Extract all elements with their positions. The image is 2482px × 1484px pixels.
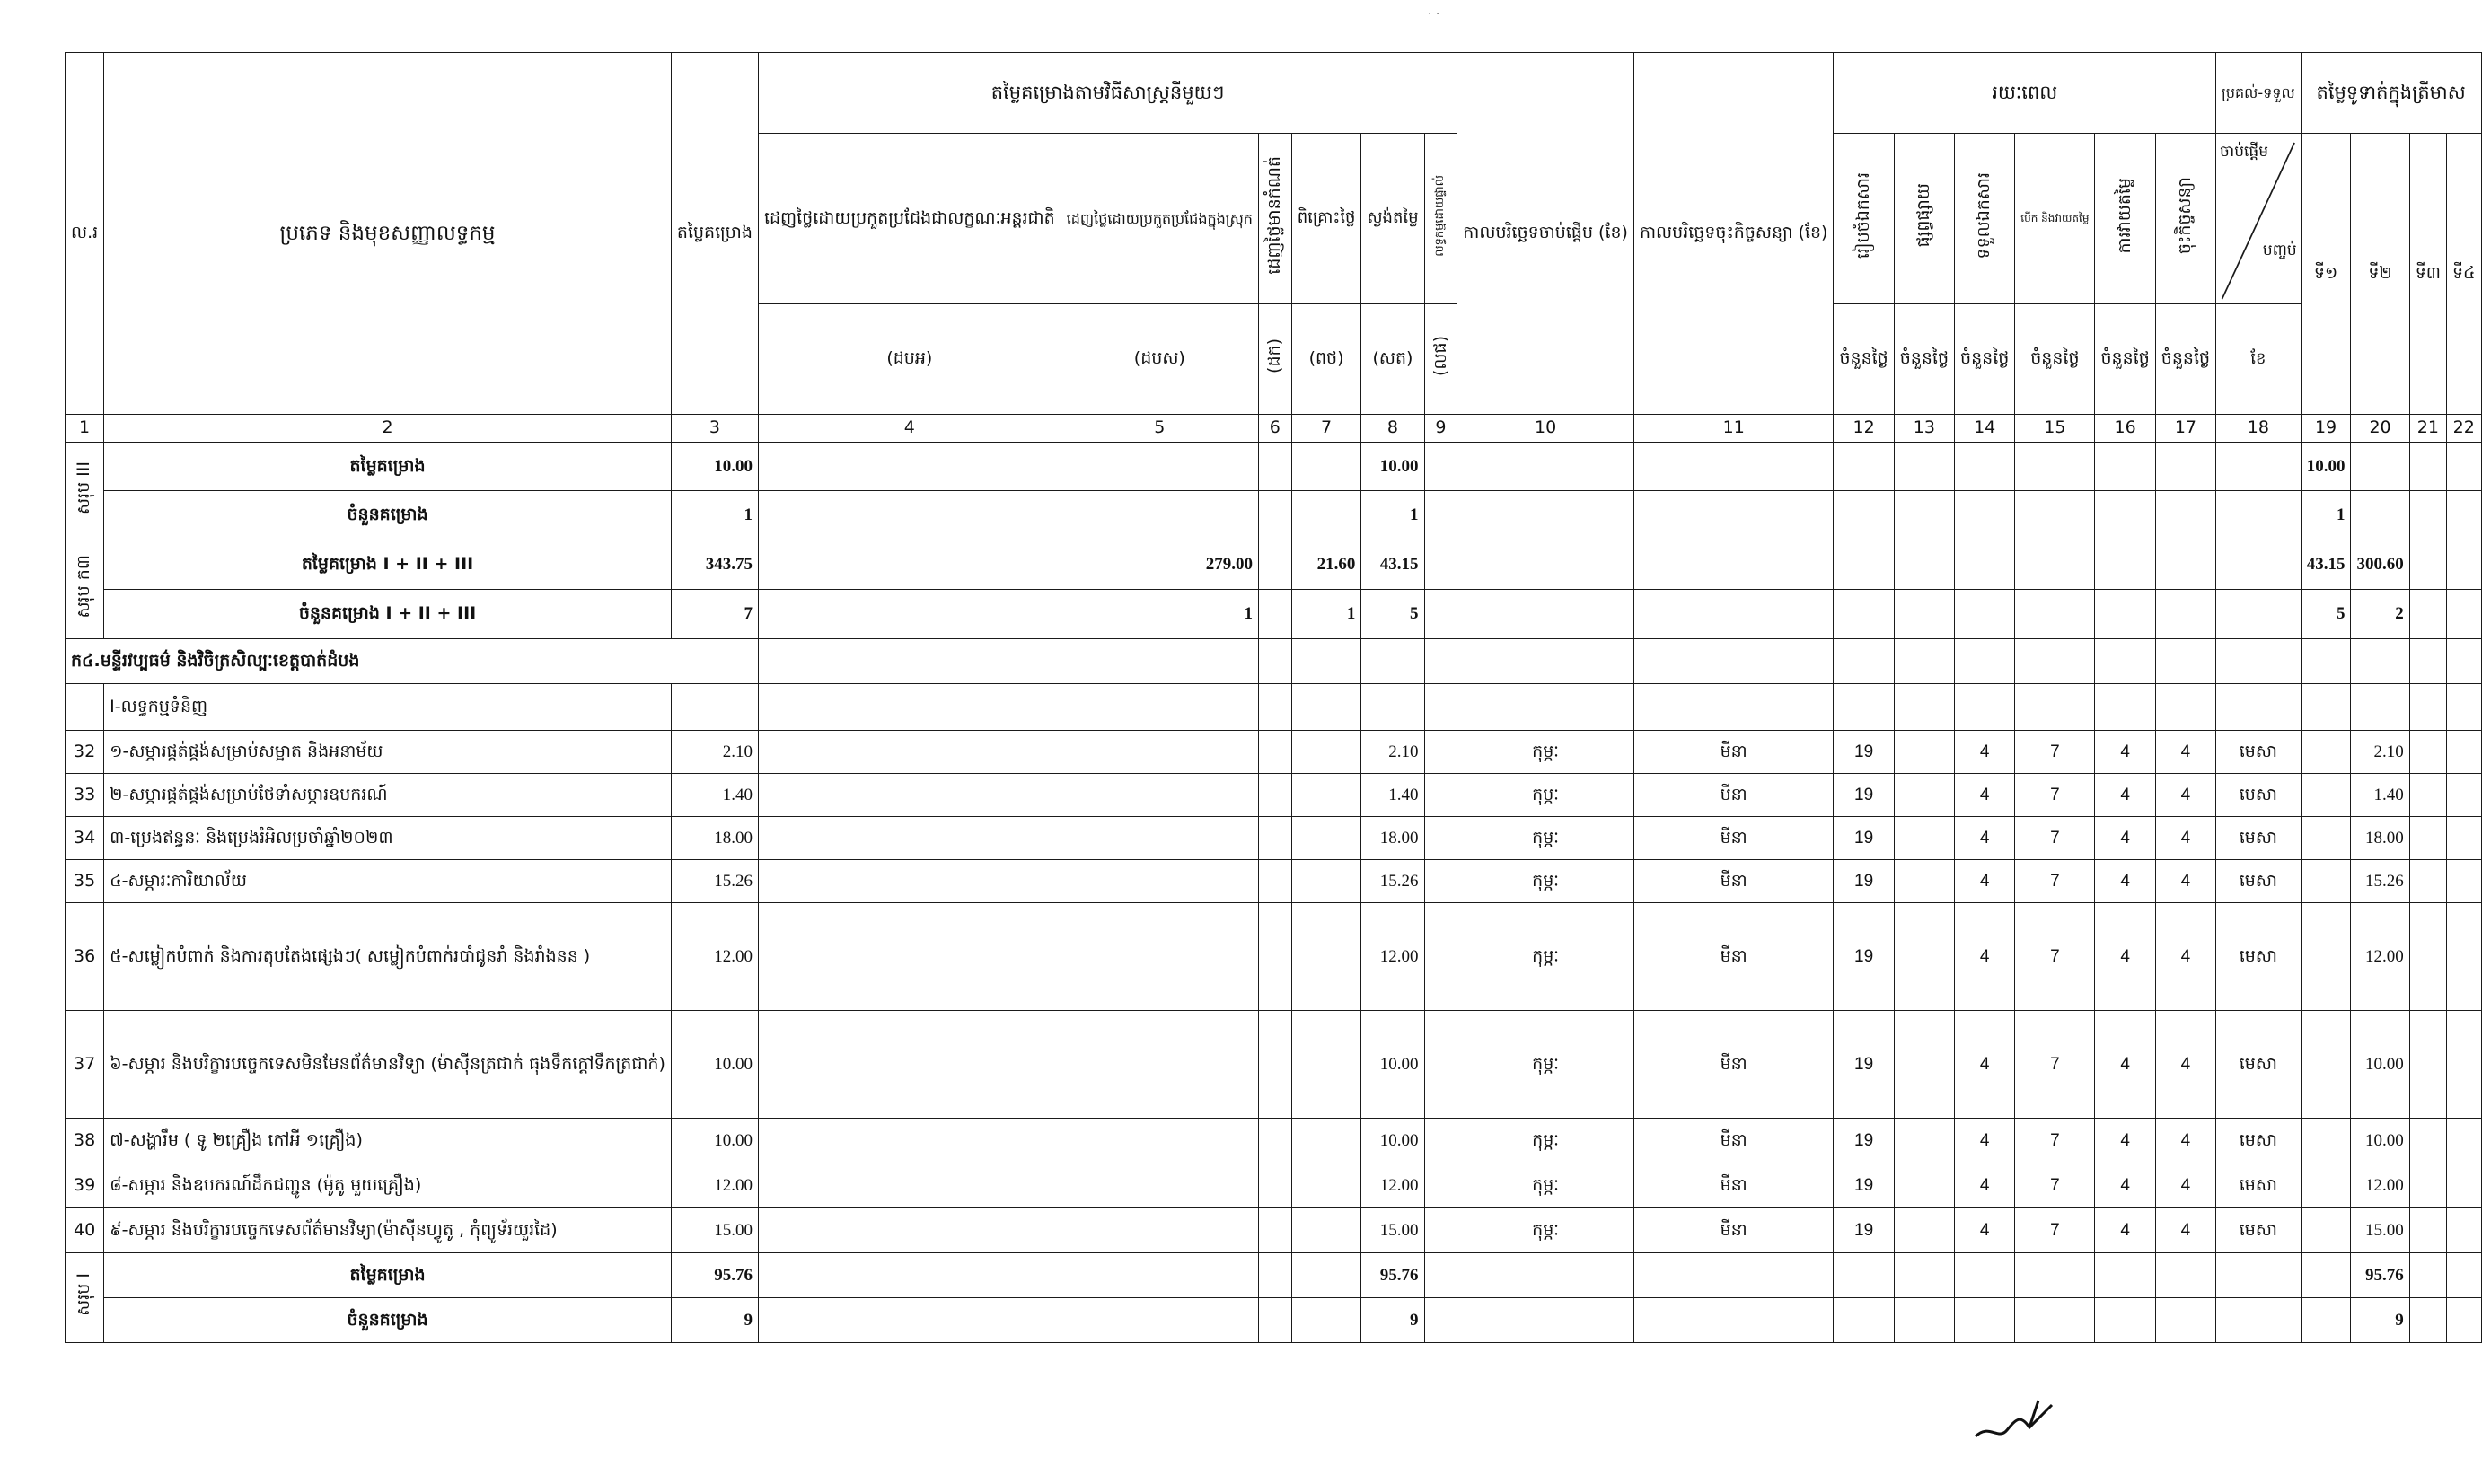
header-contract-period: កាលបរិច្ឆេទចុះកិច្ចសន្យា (ខែ)	[1633, 53, 1833, 415]
item-days-receive: 4	[1955, 731, 2015, 774]
section-title: ក៤.មន្ទីរវប្បធម៌ និងវិចិត្រសិល្បៈខេត្តបាត់ដំបង	[66, 639, 759, 684]
item-name: ២-សម្ភារផ្គត់ផ្គង់សម្រាប់ថែទាំសម្ភារឧបករណ៍	[104, 774, 672, 817]
total-k3-count: 7	[671, 590, 758, 639]
header-type-name: ប្រភេទ និងមុខសញ្ញាលទ្ធកម្ម	[104, 53, 672, 415]
col-number: 9	[1424, 415, 1457, 443]
item-days-evaluate: 4	[2095, 1163, 2155, 1208]
item-days-publish	[1894, 1011, 1954, 1119]
item-name: ៦-សម្ភារ និងបរិក្ខារបច្ចេកទេសមិនមែនព័ត៌មានវិទ្យា (ម៉ាស៊ីនត្រជាក់ ធុងទឹកក្តៅទឹកត្រជាក់)	[104, 1011, 672, 1119]
total-k3-estimate-label: តម្លៃគម្រោង I + II + III	[104, 540, 672, 590]
col-number: 14	[1955, 415, 2015, 443]
item-no: 36	[66, 903, 104, 1011]
item-start-month: កុម្ភៈ	[1457, 1208, 1634, 1253]
item-days-prepare: 19	[1834, 774, 1894, 817]
item-days-open: 7	[2015, 1011, 2095, 1119]
item-days-receive: 4	[1955, 903, 2015, 1011]
item-start-month: កុម្ភៈ	[1457, 817, 1634, 860]
item-start-month: កុម្ភៈ	[1457, 774, 1634, 817]
subtotal-i-count-label: ចំនួនគម្រោង	[104, 1298, 672, 1343]
item-sk: 1.40	[1361, 774, 1424, 817]
subtotal-iii-count-label: ចំនួនគម្រោង	[104, 491, 672, 540]
table-row	[66, 817, 2482, 860]
col-number: 13	[1894, 415, 1954, 443]
item-days-receive: 4	[1955, 774, 2015, 817]
table-row	[66, 860, 2482, 903]
item-days-publish	[1894, 1163, 1954, 1208]
item-days-receive: 4	[1955, 1208, 2015, 1253]
item-days-open: 7	[2015, 860, 2095, 903]
item-estimate: 12.00	[671, 903, 758, 1011]
total-k3-sk: 43.15	[1361, 540, 1424, 590]
item-days-contract: 4	[2155, 817, 2215, 860]
item-no: 34	[66, 817, 104, 860]
item-receive-month: មេសា	[2216, 817, 2302, 860]
subtotal-i-sk-count: 9	[1361, 1298, 1424, 1343]
item-days-contract: 4	[2155, 1011, 2215, 1119]
item-days-publish	[1894, 903, 1954, 1011]
unit-dba: (ដបអ)	[758, 304, 1061, 415]
item-q2: 12.00	[2351, 903, 2409, 1011]
col-number: 12	[1834, 415, 1894, 443]
subtotal-i-estimate-label: តម្លៃគម្រោង	[104, 1253, 672, 1298]
item-days-contract: 4	[2155, 731, 2215, 774]
item-estimate: 1.40	[671, 774, 758, 817]
item-days-receive: 4	[1955, 1163, 2015, 1208]
col-number: 1	[66, 415, 104, 443]
item-name: ៤-សម្ភារៈការិយាល័យ	[104, 860, 672, 903]
subtotal-iii-estimate-label: តម្លៃគម្រោង	[104, 443, 672, 491]
item-name: ៥-សម្លៀកបំពាក់ និងការតុបតែងផ្សេងៗ( សម្លៀកបំពាក់របាំជូនរាំ និងរាំងនន )	[104, 903, 672, 1011]
total-k3-q1-count: 5	[2301, 590, 2351, 639]
item-contract-month: មីនា	[1633, 1163, 1833, 1208]
item-days-publish	[1894, 1208, 1954, 1253]
total-k3-label: សរុប ក៣	[66, 540, 104, 639]
item-receive-month: មេសា	[2216, 1011, 2302, 1119]
item-q2: 12.00	[2351, 1163, 2409, 1208]
item-receive-month: មេសា	[2216, 731, 2302, 774]
item-receive-month: មេសា	[2216, 860, 2302, 903]
subtotal-iii-estimate-row	[66, 443, 2482, 491]
item-start-month: កុម្ភៈ	[1457, 731, 1634, 774]
col-number: 17	[2155, 415, 2215, 443]
subtotal-iii-estimate: 10.00	[671, 443, 758, 491]
unit-days-1: ចំនួនថ្ងៃ	[1834, 304, 1894, 415]
item-sk: 15.00	[1361, 1208, 1424, 1253]
item-no: 40	[66, 1208, 104, 1253]
header-duration-d3: ទទួលឯកសារ	[1955, 134, 2015, 304]
item-contract-month: មីនា	[1633, 860, 1833, 903]
item-days-contract: 4	[2155, 774, 2215, 817]
col-number: 5	[1061, 415, 1258, 443]
item-estimate: 10.00	[671, 1119, 758, 1163]
item-days-evaluate: 4	[2095, 1208, 2155, 1253]
item-start-month: កុម្ភៈ	[1457, 903, 1634, 1011]
item-q2: 2.10	[2351, 731, 2409, 774]
header-q3: ទី៣	[2409, 134, 2446, 415]
unit-dbs: (ដបស)	[1061, 304, 1258, 415]
item-days-receive: 4	[1955, 817, 2015, 860]
col-number: 22	[2446, 415, 2481, 443]
table-row	[66, 731, 2482, 774]
item-sk: 12.00	[1361, 1163, 1424, 1208]
header-duration-d1: រៀបចំឯកសារ	[1834, 134, 1894, 304]
item-days-evaluate: 4	[2095, 731, 2155, 774]
header-method-sk: ស្វង់តម្លៃ	[1361, 134, 1424, 304]
table-row	[66, 1208, 2482, 1253]
col-number: 4	[758, 415, 1061, 443]
unit-days-2: ចំនួនថ្ងៃ	[1894, 304, 1954, 415]
item-rows	[66, 731, 2482, 1253]
item-name: ៣-ប្រេងឥន្ធនៈ និងប្រេងរំអិលប្រចាំឆ្នាំ២០២៣	[104, 817, 672, 860]
item-days-evaluate: 4	[2095, 817, 2155, 860]
item-estimate: 12.00	[671, 1163, 758, 1208]
item-days-prepare: 19	[1834, 903, 1894, 1011]
col-number: 20	[2351, 415, 2409, 443]
item-days-open: 7	[2015, 1163, 2095, 1208]
item-sk: 18.00	[1361, 817, 1424, 860]
item-days-open: 7	[2015, 1119, 2095, 1163]
subtotal-iii-q1: 10.00	[2301, 443, 2351, 491]
item-days-contract: 4	[2155, 1208, 2215, 1253]
item-no: 35	[66, 860, 104, 903]
subtotal-iii-label: សរុប III	[66, 443, 104, 540]
unit-days-4: ចំនួនថ្ងៃ	[2015, 304, 2095, 415]
item-start-month: កុម្ភៈ	[1457, 1119, 1634, 1163]
subtotal-iii-sk-count: 1	[1361, 491, 1424, 540]
col-number: 19	[2301, 415, 2351, 443]
col-number: 15	[2015, 415, 2095, 443]
item-receive-month: មេសា	[2216, 1163, 2302, 1208]
total-k3-count-row	[66, 590, 2482, 639]
header-q4: ទី៤	[2446, 134, 2481, 415]
item-receive-month: មេសា	[2216, 1208, 2302, 1253]
item-days-publish	[1894, 731, 1954, 774]
item-days-contract: 4	[2155, 903, 2215, 1011]
item-sk: 10.00	[1361, 1011, 1424, 1119]
item-days-prepare: 19	[1834, 1208, 1894, 1253]
unit-days-3: ចំនួនថ្ងៃ	[1955, 304, 2015, 415]
header-method-dba: ដេញថ្លៃដោយប្រកួតប្រជែងជាលក្ខណៈអន្តរជាតិ	[758, 134, 1061, 304]
item-receive-month: មេសា	[2216, 774, 2302, 817]
table-row	[66, 774, 2482, 817]
subtotal-i-q2: 95.76	[2351, 1253, 2409, 1298]
item-days-publish	[1894, 860, 1954, 903]
item-days-prepare: 19	[1834, 1011, 1894, 1119]
item-start-month: កុម្ភៈ	[1457, 1011, 1634, 1119]
corner-mark: · ·	[1428, 7, 1440, 22]
table-row	[66, 1119, 2482, 1163]
subtotal-i-q2-count: 9	[2351, 1298, 2409, 1343]
total-k3-count-label: ចំនួនគម្រោង I + II + III	[104, 590, 672, 639]
total-k3-q2-count: 2	[2351, 590, 2409, 639]
item-estimate: 10.00	[671, 1011, 758, 1119]
col-number: 6	[1258, 415, 1291, 443]
item-contract-month: មីនា	[1633, 731, 1833, 774]
subtotal-i-sk: 95.76	[1361, 1253, 1424, 1298]
header-no: ល.រ	[66, 53, 104, 415]
item-days-open: 7	[2015, 817, 2095, 860]
col-number: 3	[671, 415, 758, 443]
item-estimate: 18.00	[671, 817, 758, 860]
total-k3-pch-count: 1	[1291, 590, 1361, 639]
table-row	[66, 1011, 2482, 1119]
item-contract-month: មីនា	[1633, 1119, 1833, 1163]
item-days-prepare: 19	[1834, 860, 1894, 903]
item-days-prepare: 19	[1834, 1163, 1894, 1208]
header-by-method: តម្លៃគម្រោងតាមវិធីសាស្ត្រនីមួយៗ	[758, 53, 1457, 134]
subtotal-i-count-row	[66, 1298, 2482, 1343]
item-contract-month: មីនា	[1633, 817, 1833, 860]
header-duration-d2: ផ្សព្វផ្សាយ	[1894, 134, 1954, 304]
item-days-evaluate: 4	[2095, 1011, 2155, 1119]
item-days-publish	[1894, 817, 1954, 860]
item-days-evaluate: 4	[2095, 1119, 2155, 1163]
unit-lp: (លផ)	[1424, 304, 1457, 415]
item-receive-month: មេសា	[2216, 903, 2302, 1011]
unit-month: ខែ	[2216, 304, 2302, 415]
header-duration-d6: ចុះកិច្ចសន្យា	[2155, 134, 2215, 304]
item-days-contract: 4	[2155, 1163, 2215, 1208]
procurement-plan-sheet	[65, 52, 2482, 1343]
item-days-receive: 4	[1955, 1011, 2015, 1119]
item-no: 37	[66, 1011, 104, 1119]
item-estimate: 15.26	[671, 860, 758, 903]
item-q2: 10.00	[2351, 1119, 2409, 1163]
header-duration-d5: ការវាយតម្លៃ	[2095, 134, 2155, 304]
item-q2: 18.00	[2351, 817, 2409, 860]
total-k3-q1: 43.15	[2301, 540, 2351, 590]
item-no: 39	[66, 1163, 104, 1208]
item-days-open: 7	[2015, 774, 2095, 817]
item-days-contract: 4	[2155, 860, 2215, 903]
header-receive-start: ចាប់ផ្តើម	[2220, 143, 2269, 161]
unit-sk: (សត)	[1361, 304, 1424, 415]
table-row	[66, 903, 2482, 1011]
item-sk: 12.00	[1361, 903, 1424, 1011]
total-k3-estimate: 343.75	[671, 540, 758, 590]
header-duration: រយៈពេល	[1834, 53, 2216, 134]
total-k3-dbs: 279.00	[1061, 540, 1258, 590]
header-method-pch: ពិគ្រោះថ្លៃ	[1291, 134, 1361, 304]
header-q2: ទី២	[2351, 134, 2409, 415]
item-days-publish	[1894, 1119, 1954, 1163]
header-receive-split	[2216, 134, 2302, 304]
subtotal-i-estimate: 95.76	[671, 1253, 758, 1298]
total-k3-dbs-count: 1	[1061, 590, 1258, 639]
col-number: 10	[1457, 415, 1634, 443]
unit-pch: (ពថ)	[1291, 304, 1361, 415]
procurement-table	[65, 52, 2482, 1343]
item-days-receive: 4	[1955, 1119, 2015, 1163]
item-days-prepare: 19	[1834, 1119, 1894, 1163]
col-number: 18	[2216, 415, 2302, 443]
column-number-row	[66, 415, 2482, 443]
subtotal-iii-sk: 10.00	[1361, 443, 1424, 491]
item-days-contract: 4	[2155, 1119, 2215, 1163]
item-q2: 15.00	[2351, 1208, 2409, 1253]
item-days-evaluate: 4	[2095, 774, 2155, 817]
table-row	[66, 1163, 2482, 1208]
item-name: ៩-សម្ភារ និងបរិក្ខារបច្ចេកទេសព័ត៌មានវិទ្យា(ម៉ាស៊ីនហ្វូតូ , កុំព្យូទ័រយួរដៃ)	[104, 1208, 672, 1253]
col-number: 7	[1291, 415, 1361, 443]
header-pay-quarter: តម្លៃទូទាត់ក្នុងត្រីមាស	[2301, 53, 2481, 134]
col-number: 8	[1361, 415, 1424, 443]
header-method-lp: លទ្ធកម្មដោយផ្ទាល់	[1424, 134, 1457, 304]
item-q2: 15.26	[2351, 860, 2409, 903]
item-start-month: កុម្ភៈ	[1457, 860, 1634, 903]
unit-days-6: ចំនួនថ្ងៃ	[2155, 304, 2215, 415]
item-q2: 1.40	[2351, 774, 2409, 817]
item-contract-month: មីនា	[1633, 1208, 1833, 1253]
col-number: 11	[1633, 415, 1833, 443]
total-k3-sk-count: 5	[1361, 590, 1424, 639]
item-estimate: 2.10	[671, 731, 758, 774]
header-q1: ទី១	[2301, 134, 2351, 415]
col-number: 21	[2409, 415, 2446, 443]
total-k3-pch: 21.60	[1291, 540, 1361, 590]
header-method-dbs: ដេញថ្លៃដោយប្រកួតប្រជែងក្នុងស្រុក	[1061, 134, 1258, 304]
item-days-evaluate: 4	[2095, 860, 2155, 903]
col-number: 16	[2095, 415, 2155, 443]
section-title-row	[66, 639, 2482, 684]
subtotal-i-estimate-row	[66, 1253, 2482, 1298]
total-k3-q2: 300.60	[2351, 540, 2409, 590]
subtotal-iii-count: 1	[671, 491, 758, 540]
signature-mark	[1967, 1387, 2065, 1450]
item-start-month: កុម្ភៈ	[1457, 1163, 1634, 1208]
item-days-prepare: 19	[1834, 817, 1894, 860]
item-contract-month: មីនា	[1633, 903, 1833, 1011]
item-days-open: 7	[2015, 731, 2095, 774]
item-days-open: 7	[2015, 903, 2095, 1011]
item-no: 32	[66, 731, 104, 774]
item-q2: 10.00	[2351, 1011, 2409, 1119]
total-k3-estimate-row	[66, 540, 2482, 590]
item-name: ៨-សម្ភារ និងឧបករណ៍ដឹកជញ្ជូន (ម៉ូតូ មួយគ្រឿង)	[104, 1163, 672, 1208]
header-start-period: កាលបរិច្ឆេទចាប់ផ្តើម (ខែ)	[1457, 53, 1634, 415]
header-receive-end: បញ្ចប់	[2262, 241, 2297, 259]
item-receive-month: មេសា	[2216, 1119, 2302, 1163]
item-days-evaluate: 4	[2095, 903, 2155, 1011]
item-sk: 10.00	[1361, 1119, 1424, 1163]
item-contract-month: មីនា	[1633, 1011, 1833, 1119]
item-sk: 15.26	[1361, 860, 1424, 903]
subtotal-i-count: 9	[671, 1298, 758, 1343]
subtotal-iii-count-row	[66, 491, 2482, 540]
item-estimate: 15.00	[671, 1208, 758, 1253]
unit-dk: (ដក)	[1258, 304, 1291, 415]
header-receive: ប្រគល់-ទទួល	[2216, 53, 2302, 134]
subsection-title: I-លទ្ធកម្មទំនិញ	[104, 684, 672, 731]
item-days-prepare: 19	[1834, 731, 1894, 774]
item-days-receive: 4	[1955, 860, 2015, 903]
header-estimate: តម្លៃគម្រោង	[671, 53, 758, 415]
item-contract-month: មីនា	[1633, 774, 1833, 817]
item-name: ១-សម្ភារផ្គត់ផ្គង់សម្រាប់សម្អាត និងអនាម័យ	[104, 731, 672, 774]
item-no: 38	[66, 1119, 104, 1163]
header-duration-d4: បើក និងវាយតម្លៃ	[2015, 134, 2095, 304]
subtotal-i-label: សរុប I	[66, 1253, 104, 1343]
subtotal-iii-q1-count: 1	[2301, 491, 2351, 540]
col-number: 2	[104, 415, 672, 443]
item-days-publish	[1894, 774, 1954, 817]
subsection-title-row	[66, 684, 2482, 731]
unit-days-5: ចំនួនថ្ងៃ	[2095, 304, 2155, 415]
item-name: ៧-សង្ហារឹម ( ទូ ២គ្រឿង កៅអី ១គ្រឿង)	[104, 1119, 672, 1163]
item-sk: 2.10	[1361, 731, 1424, 774]
item-no: 33	[66, 774, 104, 817]
item-days-open: 7	[2015, 1208, 2095, 1253]
header-method-dk: ដេញថ្លៃមានកំណត់	[1258, 134, 1291, 304]
